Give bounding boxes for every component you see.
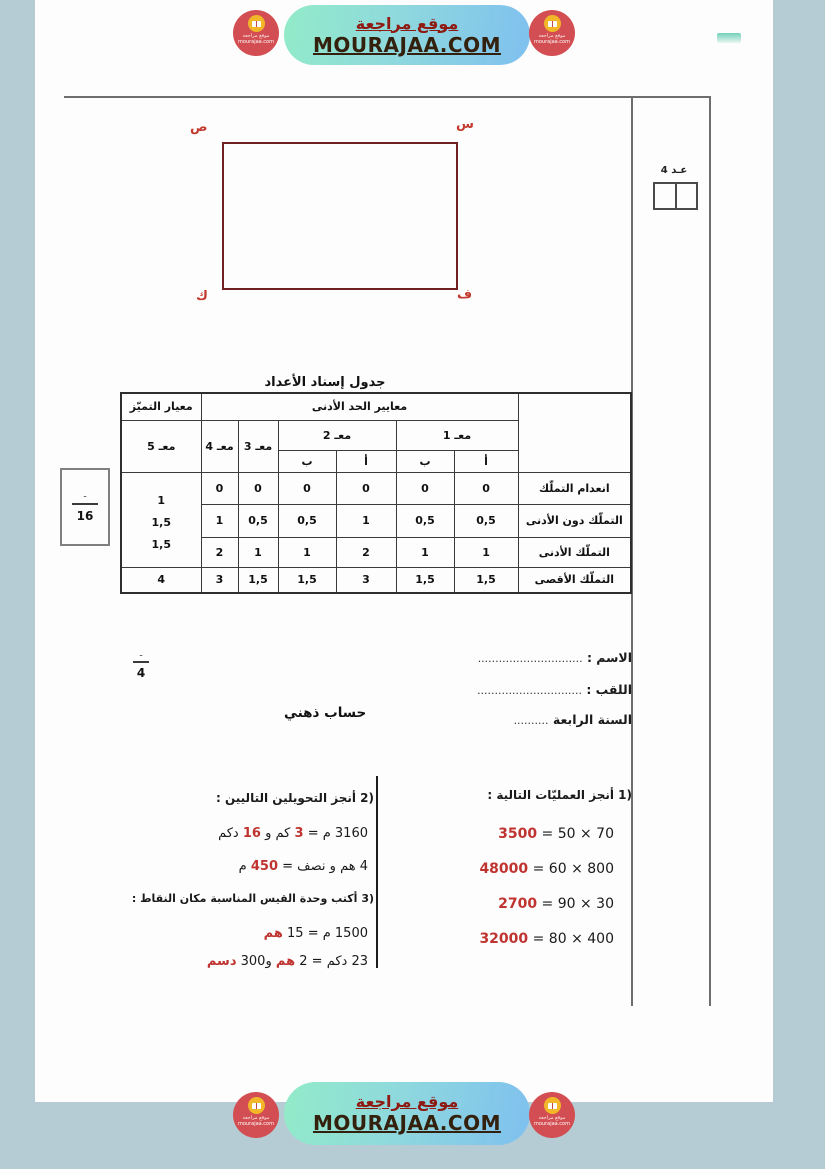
conversion-text: دكم [218,826,239,841]
table-cell: 3 [336,567,396,593]
row-label: انعدام التملّك [518,472,631,504]
table-cell: 0 [278,472,336,504]
sub-a-header: أ [454,450,518,472]
table-cell: 3 [201,567,238,593]
activity-score-blank: ـ [139,649,143,658]
fraction-bar [72,503,98,506]
operation-answer: 32000 [479,931,529,947]
excellence-value: 1,5 [151,516,171,529]
activity-score-max: 4 [136,666,146,680]
footer-brand-pill [284,1082,530,1145]
dotted-line: .............................. [477,652,583,665]
row-label: التملّك الأدنى [518,537,631,567]
student-name-row [478,650,632,665]
heading-text: أنجز التحويلين التاليين : [215,791,356,805]
scan-artifact [717,33,741,43]
conversion-answer: 16 [242,826,261,841]
table-cell: 0,5 [454,504,518,537]
corner-label-top-right: س [456,117,474,132]
grading-table [120,392,632,594]
table-cell: 0 [201,472,238,504]
score-cell [677,184,697,208]
conversions-heading [216,791,374,805]
header-brand-pill [284,5,530,65]
crit-1-header: معـ 1 [396,420,518,450]
table-cell: 1,5 [454,567,518,593]
operation-expression: 70 × 50 = [541,826,614,842]
table-cell: 2 [336,537,396,567]
conversion-text: 4 هم و نصف = [278,859,368,874]
badge-text-ar: موقع مراجعة [538,33,566,39]
table-cell: 4 [121,567,201,593]
sub-b-header: ب [396,450,454,472]
open-book-icon [248,1097,265,1114]
operation-row [498,826,632,842]
operation-answer: 2700 [498,896,538,912]
activity-score-box [128,650,154,680]
row-label: التملّك الأقصى [518,567,631,593]
site-link-domain[interactable]: MOURAJAA.COM [313,32,501,57]
total-score-box [60,468,110,546]
conversion-row [239,859,374,874]
header-badge-right [529,10,575,56]
operation-answer: 3500 [498,826,538,842]
site-link-arabic[interactable]: موقع مراجعة [355,13,459,33]
table-cell: 0,5 [238,504,278,537]
operation-expression: 400 × 80 = [532,931,614,947]
score-header-box [653,182,698,210]
table-cell: 1 [201,504,238,537]
dotted-line: .............................. [477,684,582,697]
score-cell [655,184,677,208]
conversion-text: 3160 م = [303,826,368,841]
table-cell: 1 [238,537,278,567]
conversion-answer: 3 [294,826,304,841]
table-cell: 1 [454,537,518,567]
badge-text-en: mourajaa.com [237,1121,274,1127]
mental-math-title: حساب ذهني [284,705,367,721]
table-cell: 1 [278,537,336,567]
table-cell: 0,5 [396,504,454,537]
open-book-icon [248,15,265,32]
table-cell: 1 [396,537,454,567]
open-book-icon [544,15,561,32]
badge-text-ar: موقع مراجعة [538,1115,566,1121]
unit-answer: هم [275,954,296,969]
unit-answer: هم [263,926,283,941]
operation-expression: 30 × 90 = [541,896,614,912]
unit-answer: دسم [206,954,237,969]
table-cell: 1,5 [238,567,278,593]
dotted-line: .......... [513,714,549,727]
badge-text-ar: موقع مراجعة [242,1115,270,1121]
crit-4-header: معـ 4 [201,420,238,472]
crit-5-header: معـ 5 [121,420,201,472]
badge-text-en: mourajaa.com [533,1121,570,1127]
crit-3-header: معـ 3 [238,420,278,472]
operation-answer: 48000 [479,861,529,877]
corner-label-bottom-right: ف [457,287,473,302]
score-header-label: عـد 4 [660,165,688,176]
corner-label-bottom-left: ك [196,289,208,304]
unit-text: 1500 م = 15 [282,926,368,941]
conversion-text: م [238,859,247,874]
excellence-value: 1 [157,494,166,507]
table-cell: 1,5 [396,567,454,593]
student-surname-row [477,682,632,697]
operation-row [479,861,632,877]
site-link-domain[interactable]: MOURAJAA.COM [313,1111,501,1135]
grading-table-title: جدول إسناد الأعداد [264,375,386,390]
corner-label-top-left: ص [190,120,208,135]
table-cell: 1 [336,504,396,537]
section-marker: 2) [360,791,374,805]
excellence-header: معيار التميّز [121,393,201,420]
heading-text: أنجز العمليّات التالية : [487,788,614,802]
conversions-section [131,786,374,976]
sub-b-header: ب [278,450,336,472]
operation-expression: 800 × 60 = [532,861,614,877]
row-label: التملّك دون الأدنى [518,504,631,537]
conversion-answer: 450 [250,859,279,874]
operation-row [479,931,632,947]
open-book-icon [544,1097,561,1114]
student-year-row [514,712,632,727]
table-cell: 0 [396,472,454,504]
unit-row [207,954,374,969]
total-score-blank: ـ [83,489,87,499]
operations-heading [487,788,632,802]
total-score-max: 16 [76,509,94,524]
frame-top-line [64,96,711,98]
table-cell: 0 [454,472,518,504]
sub-a-header: أ [336,450,396,472]
unit-text: 23 دكم = 2 [295,954,368,969]
site-link-arabic[interactable]: موقع مراجعة [355,1092,459,1111]
excellence-merged-cell [121,472,201,567]
operations-section [420,788,632,968]
surname-label: اللقب : [586,682,632,697]
heading-text: أكتب وحدة القيس المناسبة مكان النقاط : [131,892,358,905]
crit-2-header: معـ 2 [278,420,396,450]
table-cell: 0 [336,472,396,504]
operation-row [498,896,632,912]
excellence-value: 1,5 [151,538,171,551]
section-marker: 3) [361,892,374,905]
label-column-header [518,393,631,472]
unit-text: و300 [236,954,272,969]
header-badge-left [233,10,279,56]
badge-text-en: mourajaa.com [237,39,274,45]
table-cell: 0,5 [278,504,336,537]
fraction-bar [133,661,149,663]
rectangle-figure [222,142,458,290]
year-label: السنة الرابعة [552,712,632,727]
min-criteria-header: معايير الحد الأدنى [201,393,518,420]
name-label: الاسم : [586,650,632,665]
footer-badge-left [233,1092,279,1138]
footer-badge-right [529,1092,575,1138]
units-heading [132,892,374,905]
table-cell: 0 [238,472,278,504]
frame-right-line [709,96,711,1006]
section-marker: 1) [618,788,632,802]
conversion-text: كم و [265,826,291,841]
conversion-row [218,826,374,841]
table-cell: 2 [201,537,238,567]
unit-row [264,926,374,941]
column-divider [376,776,378,968]
badge-text-ar: موقع مراجعة [242,33,270,39]
table-cell: 1,5 [278,567,336,593]
badge-text-en: mourajaa.com [533,39,570,45]
